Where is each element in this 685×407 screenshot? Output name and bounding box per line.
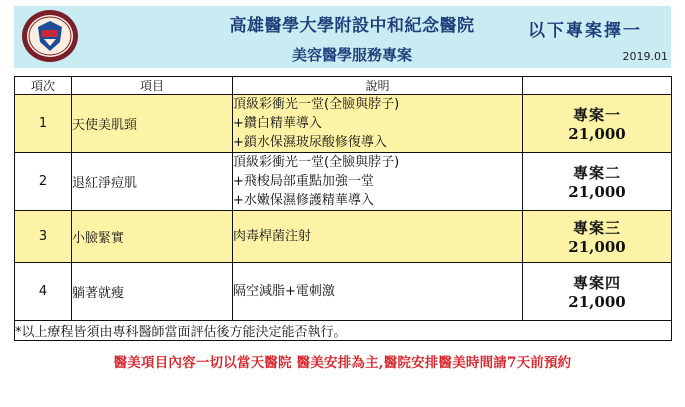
plan-price: 21,000 xyxy=(568,238,626,256)
plan-cell xyxy=(523,153,672,211)
description-line: 頂級彩衝光一堂(全臉與脖子) xyxy=(233,97,400,112)
service-table xyxy=(14,76,672,341)
item-description xyxy=(233,211,523,263)
description-line: 隔空減脂+電刺激 xyxy=(233,284,335,299)
item-name: 小臉緊實 xyxy=(72,211,233,263)
hospital-logo-icon xyxy=(20,8,80,64)
plan-label: 專案三 xyxy=(572,219,621,237)
row-number: 1 xyxy=(15,95,72,153)
appointment-note: 醫美項目內容一切以當天醫院 醫美安排為主,醫院安排醫美時間請7天前預約 xyxy=(113,355,572,371)
plan-cell xyxy=(523,211,672,263)
description-line: 肉毒桿菌注射 xyxy=(233,229,312,244)
description-line: +水嫩保濕修護精華導入 xyxy=(233,193,374,208)
plan-label: 專案四 xyxy=(572,274,621,292)
description-line: 頂級彩衝光一堂(全臉與脖子) xyxy=(233,155,400,170)
plan-label: 專案二 xyxy=(572,164,621,182)
plan-price: 21,000 xyxy=(568,183,626,201)
table-row xyxy=(15,153,672,211)
item-name: 躺著就瘦 xyxy=(72,263,233,321)
column-header-item: 項目 xyxy=(72,77,233,95)
table-row xyxy=(15,211,672,263)
plan-price: 21,000 xyxy=(568,293,626,311)
table-row xyxy=(15,263,672,321)
table-header-row xyxy=(15,77,672,95)
footnote: *以上療程皆須由專科醫師當面評估後方能決定能否執行。 xyxy=(15,321,672,341)
row-number: 3 xyxy=(15,211,72,263)
description-line: +鑽白精華導入 xyxy=(233,116,322,131)
service-title: 美容醫學服務專案 xyxy=(291,46,412,64)
plan-label: 專案一 xyxy=(572,106,621,124)
item-name: 天使美肌頸 xyxy=(72,95,233,153)
column-header-no: 項次 xyxy=(15,77,72,95)
table-row xyxy=(15,95,672,153)
item-name: 退紅淨痘肌 xyxy=(72,153,233,211)
description-line: +飛梭局部重點加強一堂 xyxy=(233,174,374,189)
item-description xyxy=(233,95,523,153)
column-header-plan xyxy=(523,77,672,95)
description-line: +鎖水保濕玻尿酸修復導入 xyxy=(233,135,387,150)
date-label: 2019.01 xyxy=(622,50,668,63)
row-number: 4 xyxy=(15,263,72,321)
footnote-row xyxy=(15,321,672,341)
choose-one-note: 以下專案擇一 xyxy=(528,21,642,41)
hospital-name: 高雄醫學大學附設中和紀念醫院 xyxy=(229,16,475,36)
column-header-description: 說明 xyxy=(233,77,523,95)
row-number: 2 xyxy=(15,153,72,211)
plan-cell xyxy=(523,95,672,153)
plan-cell xyxy=(523,263,672,321)
item-description xyxy=(233,153,523,211)
plan-price: 21,000 xyxy=(568,125,626,143)
item-description xyxy=(233,263,523,321)
